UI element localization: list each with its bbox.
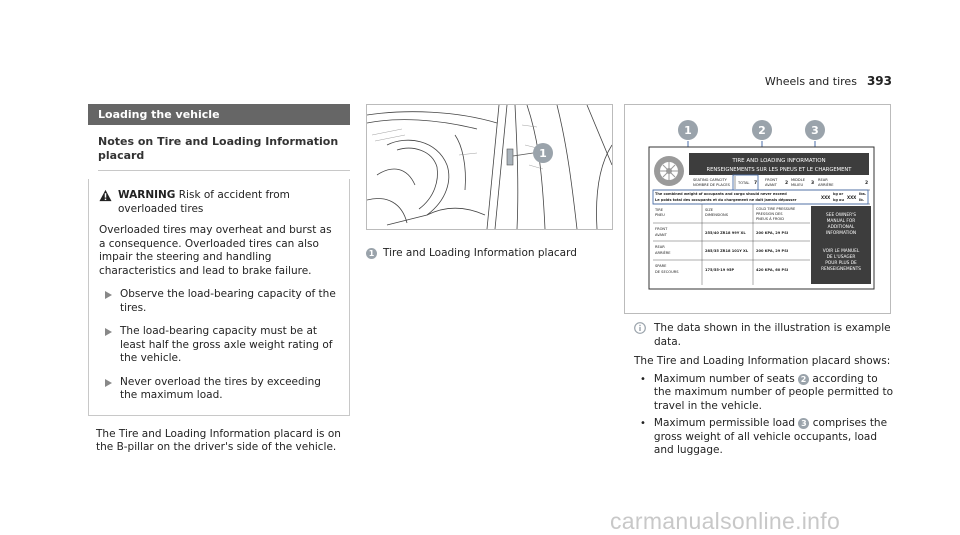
list-item: [634, 417, 894, 458]
callout-number: 2: [758, 124, 766, 137]
bullet-text: Never overload the tires by exceeding the maximum load.: [120, 375, 321, 401]
col-size-fr: DIMENSIONS: [705, 213, 729, 217]
weight-kg-unit: kg or: [833, 192, 844, 196]
list-item-text: [654, 417, 894, 458]
placard-location-text: The Tire and Loading Information placard is on the B-pillar on the driver's side of the vehicle.: [96, 427, 341, 453]
warning-triangle-icon: [99, 189, 112, 202]
callout-number: 3: [811, 124, 819, 137]
row-rear-fr: ARRIÈRE: [655, 251, 671, 255]
col-pressure-en: COLD TIRE PRESSURE: [756, 207, 796, 211]
weight-lbs-unit: lbs.: [859, 192, 867, 196]
placard-highlight: [507, 149, 513, 165]
col-tire-fr: PNEU: [655, 213, 665, 217]
rear-value: 2: [865, 181, 869, 186]
row-rear-size: 285/35 ZR18 101Y XL: [705, 249, 749, 253]
row-spare-pressure: 420 KPA, 60 PSI: [756, 268, 789, 272]
svg-text:POUR PLUS DE: POUR PLUS DE: [825, 261, 857, 266]
running-header: [765, 74, 892, 88]
total-value: 7: [754, 181, 758, 186]
item-text-after: according to the maximum number of people permitted to travel in the vehicle.: [653, 372, 894, 412]
tire-placard-drawing: [625, 105, 890, 313]
total-label: TOTAL: [738, 181, 750, 185]
weight-lbs-unit-fr: lb.: [859, 198, 865, 202]
warning-bullet: [105, 325, 339, 366]
watermark: carmanualsonline.info: [610, 508, 841, 534]
weight-kg-unit-fr: kg ou: [833, 198, 844, 202]
right-column: [634, 322, 894, 458]
row-front-en: FRONT: [655, 227, 668, 231]
rear-label-fr: ARRIÈRE: [818, 183, 834, 187]
section-title: Wheels and tires: [764, 75, 857, 88]
subheading: Notes on Tire and Loading Information placard: [98, 135, 350, 171]
row-spare-size: 175/55-19 95P: [705, 268, 735, 272]
col-pressure-fr1: PRESSION DES: [756, 212, 783, 216]
row-spare-en: SPARE: [655, 264, 667, 268]
middle-label-fr: MILIEU: [791, 183, 804, 187]
rear-label-en: REAR: [818, 178, 828, 182]
bullet-arrow-icon: [105, 328, 112, 336]
weight-kg-value: XXX: [821, 195, 831, 200]
placard-title-fr: RENSEIGNEMENTS SUR LES PNEUS ET LE CHARGEMENT: [706, 167, 852, 173]
row-rear-pressure: 200 KPA, 29 PSI: [756, 249, 789, 253]
svg-text:RENSEIGNEMENTS: RENSEIGNEMENTS: [821, 267, 861, 272]
row-front-pressure: 200 KPA, 29 PSI: [756, 231, 789, 235]
placard-illustration: [624, 104, 891, 314]
callout-3-icon: 3: [798, 418, 809, 429]
figure-caption: [366, 247, 577, 259]
left-column: [88, 104, 350, 455]
note-text: The data shown in the illustration is example data.: [654, 322, 891, 348]
warning-title-text: Risk of accident from overloaded tires: [118, 189, 290, 215]
item-text-after: comprises the gross weight of all vehicle occupants, load and luggage.: [653, 417, 888, 456]
svg-text:MANUAL FOR: MANUAL FOR: [826, 219, 856, 224]
bullet-dot: •: [640, 373, 646, 385]
list-item: [634, 373, 894, 414]
note: [634, 322, 894, 349]
warning-label: WARNING: [118, 189, 176, 201]
svg-text:ADDITIONAL: ADDITIONAL: [827, 225, 855, 230]
svg-text:DE L'USAGER: DE L'USAGER: [826, 255, 856, 260]
placard-title-en: TIRE AND LOADING INFORMATION: [732, 158, 826, 164]
col-pressure-fr2: PNEUS À FROID: [756, 217, 785, 221]
warning-bullet: [105, 288, 339, 315]
row-front-fr: AVANT: [655, 233, 667, 237]
weight-lbs-value: XXX: [847, 195, 857, 200]
callout-number: 1: [684, 124, 692, 137]
svg-text:VOIR LE MANUEL: VOIR LE MANUEL: [822, 249, 860, 254]
bullet-arrow-icon: [105, 379, 112, 387]
warning-box: [88, 179, 350, 416]
weight-text-fr: Le poids total des occupants et du chargement ne doit jamais dépasser: [655, 198, 797, 202]
caption-number-icon: 1: [366, 248, 377, 259]
svg-text:INFORMATION: INFORMATION: [825, 231, 857, 236]
bullet-text: Observe the load-bearing capacity of the tires.: [120, 288, 336, 314]
warning-header: [99, 189, 339, 216]
weight-text-en: The combined weight of occupants and cargo should never exceed: [655, 192, 787, 196]
car-door-drawing: [367, 105, 612, 229]
callout-2-icon: 2: [798, 374, 809, 385]
front-label-en: FRONT: [765, 178, 778, 182]
row-front-size: 255/40 ZR18 99Y XL: [705, 231, 746, 235]
middle-value: 3: [811, 181, 815, 186]
bullet-arrow-icon: [105, 291, 112, 299]
callout-number: 1: [539, 147, 547, 160]
tire-logo-icon: [654, 156, 684, 186]
svg-text:SEE OWNER'S: SEE OWNER'S: [826, 213, 856, 218]
list-item-text: [654, 373, 894, 414]
front-label-fr: AVANT: [765, 183, 777, 187]
seating-label-en: SEATING CAPACITY: [693, 178, 727, 182]
info-icon: [634, 322, 646, 334]
warning-bullets: [99, 288, 339, 403]
front-value: 2: [785, 181, 789, 186]
b-pillar-illustration: [366, 104, 613, 230]
page-number: 393: [866, 74, 892, 88]
section-heading-bar: Loading the vehicle: [88, 104, 350, 125]
bullet-dot: •: [640, 418, 646, 429]
col-size-en: SIZE: [705, 208, 714, 212]
placard-shows-intro: The Tire and Loading Information placard shows:: [634, 355, 891, 367]
warning-title: [118, 189, 339, 216]
item-text-before: Maximum permissible load: [653, 417, 796, 429]
warning-bullet: [105, 376, 339, 403]
bullet-text: The load-bearing capacity must be at least half the gross axle weight rating of the vehicle.: [120, 325, 333, 364]
item-text-before: Maximum number of seats: [653, 372, 795, 385]
row-spare-fr: DE SECOURS: [655, 270, 679, 274]
caption-text: Tire and Loading Information placard: [383, 247, 577, 259]
row-rear-en: REAR: [655, 245, 665, 249]
seating-label-fr: NOMBRE DE PLACES: [693, 183, 730, 187]
col-tire-en: TIRE: [655, 208, 664, 212]
warning-body: Overloaded tires may overheat and burst as a consequence. Overloaded tires can also impair the steering and handling characteristics and lead to brake failure.: [99, 224, 332, 277]
middle-label-en: MIDDLE: [791, 178, 805, 182]
